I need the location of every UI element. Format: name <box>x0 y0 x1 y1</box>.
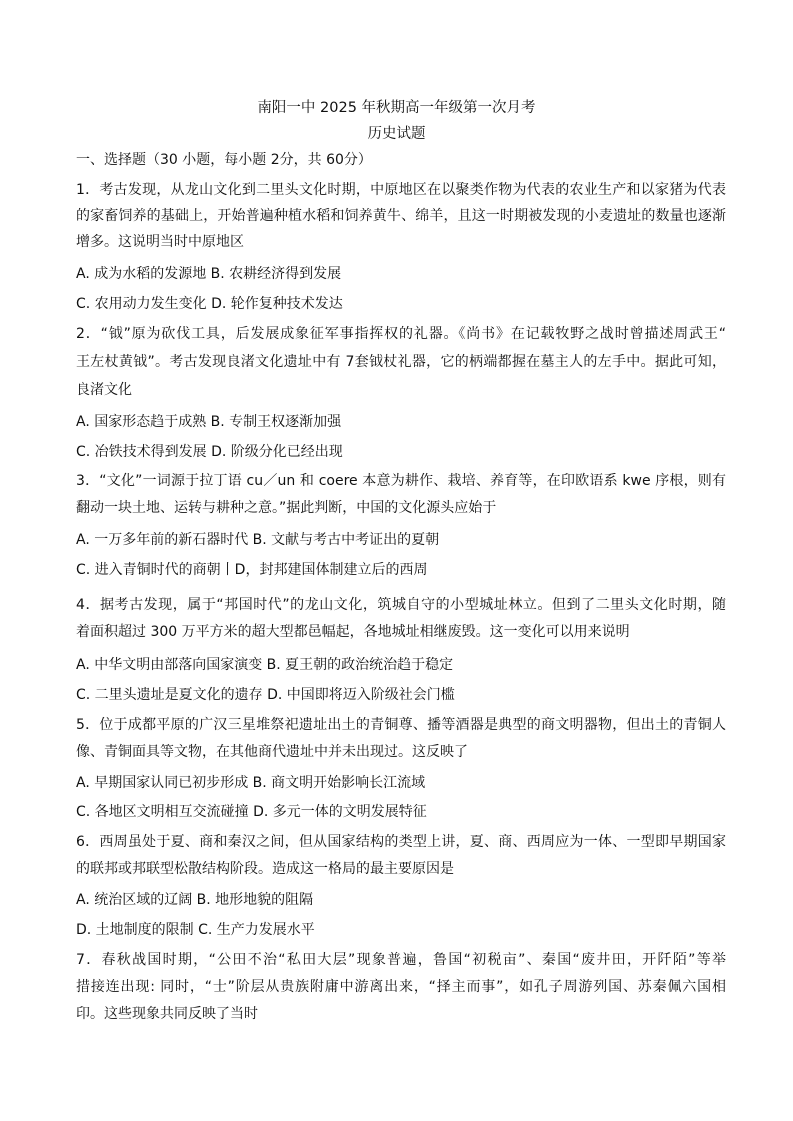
exam-title: 南阳一中 2025 年秋期高一年级第一次月考 <box>257 100 536 116</box>
question-4-options-ab: A. 中华文明由部落向国家演变 B. 夏王朝的政治统治趋于稳定 <box>76 657 454 673</box>
question-2-options-cd: C. 冶铁技术得到发展 D. 阶级分化已经出现 <box>76 444 343 460</box>
question-3-options-cd: C. 进入青铜时代的商朝丨D，封邦建国体制建立后的西周 <box>76 562 428 578</box>
exam-subtitle: 历史试题 <box>367 126 426 142</box>
question-1-stem-line-1: 1．考古发现，从龙山文化到二里头文化时期，中原地区在以聚类作物为代表的农业生产和以家猪为代表 <box>76 182 726 198</box>
section-heading: 一、选择题（30 小题，每小题 2分，共 60分） <box>76 152 372 168</box>
question-5-stem-line-2: 像、青铜面具等文物，在其他商代遗址中并未出现过。这反映了 <box>76 744 468 760</box>
question-5-stem-line-1: 5．位于成都平原的广汉三星堆祭祀遗址出土的青铜尊、播等酒器是典型的商文明器物，但出土的青铜人 <box>76 717 726 733</box>
question-1-stem-line-2: 的家畜饲养的基础上，开始普遍种植水稻和饲养黄牛、绵羊，且这一时期被发现的小麦遗址的数量也逐渐 <box>76 208 726 224</box>
question-2-options-ab: A. 国家形态趋于成熟 B. 专制王权逐渐加强 <box>76 414 342 430</box>
question-5-options-ab: A. 早期国家认同已初步形成 B. 商文明开始影响长江流域 <box>76 775 426 791</box>
question-6-options-ab: A. 统治区域的辽阔 B. 地形地貌的阻隔 <box>76 892 314 908</box>
question-2-stem-line-1: 2．“钺”原为砍伐工具，后发展成象征军事指挥权的礼器。《尚书》在记载牧野之战时曾描述周武王“ <box>76 326 726 342</box>
question-3-options-ab: A. 一万多年前的新石器时代 B. 文献与考古中考证出的夏朝 <box>76 532 440 548</box>
question-6-stem-line-1: 6．西周虽处于夏、商和秦汉之间，但从国家结构的类型上讲，夏、商、西周应为一体、一型即早期国家 <box>76 834 726 850</box>
question-3-stem-line-2: 翻动一块土地、运转与耕种之意。”据此判断，中国的文化源头应始于 <box>76 500 497 516</box>
question-7-stem-line-2: 措接连出现: 同时，“士”阶层从贵族附庸中游离出来，“择主而事”，如孔子周游列国、苏秦佩六国相 <box>76 979 726 995</box>
question-2-stem-line-3: 良渚文化 <box>76 382 132 398</box>
question-7-stem-line-3: 印。这些现象共同反映了当时 <box>76 1006 258 1022</box>
question-1-options-cd: C. 农用动力发生变化 D. 轮作复种技术发达 <box>76 296 343 312</box>
question-2-stem-line-2: 王左杖黄钺”。考古发现良渚文化遗址中有 7套钺杖礼器，它的柄端都握在墓主人的左手中。据此可知， <box>76 354 726 370</box>
question-1-options-ab: A. 成为水稻的发源地 B. 农耕经济得到发展 <box>76 266 342 282</box>
question-3-stem-line-1: 3．“文化”一词源于拉丁语 cu／un 和 coere 本意为耕作、栽培、养育等，在印欧语系 kwe 序根，则有 <box>76 473 726 489</box>
question-4-options-cd: C. 二里头遗址是夏文化的遗存 D. 中国即将迈入阶级社会门槛 <box>76 687 455 703</box>
question-4-stem-line-1: 4．据考古发现，属于“邦国时代”的龙山文化，筑城自守的小型城址林立。但到了二里头文化时期，随 <box>76 597 726 613</box>
question-4-stem-line-2: 着面积超过 300 万平方米的超大型都邑幅起，各地城址相继废毁。这一变化可以用来说明 <box>76 624 630 640</box>
question-6-options-dc: D. 土地制度的限制 C. 生产力发展水平 <box>76 922 315 938</box>
question-5-options-cd: C. 各地区文明相互交流碰撞 D. 多元一体的文明发展特征 <box>76 804 427 820</box>
question-7-stem-line-1: 7．春秋战国时期，“公田不治“私田大层”现象普遍，鲁国“初税亩”、秦国“废井田，开阡陌”等举 <box>76 952 726 968</box>
question-1-stem-line-3: 增多。这说明当时中原地区 <box>76 234 244 250</box>
question-6-stem-line-2: 的联邦或邦联型松散结构阶段。造成这一格局的最主要原因是 <box>76 861 454 877</box>
